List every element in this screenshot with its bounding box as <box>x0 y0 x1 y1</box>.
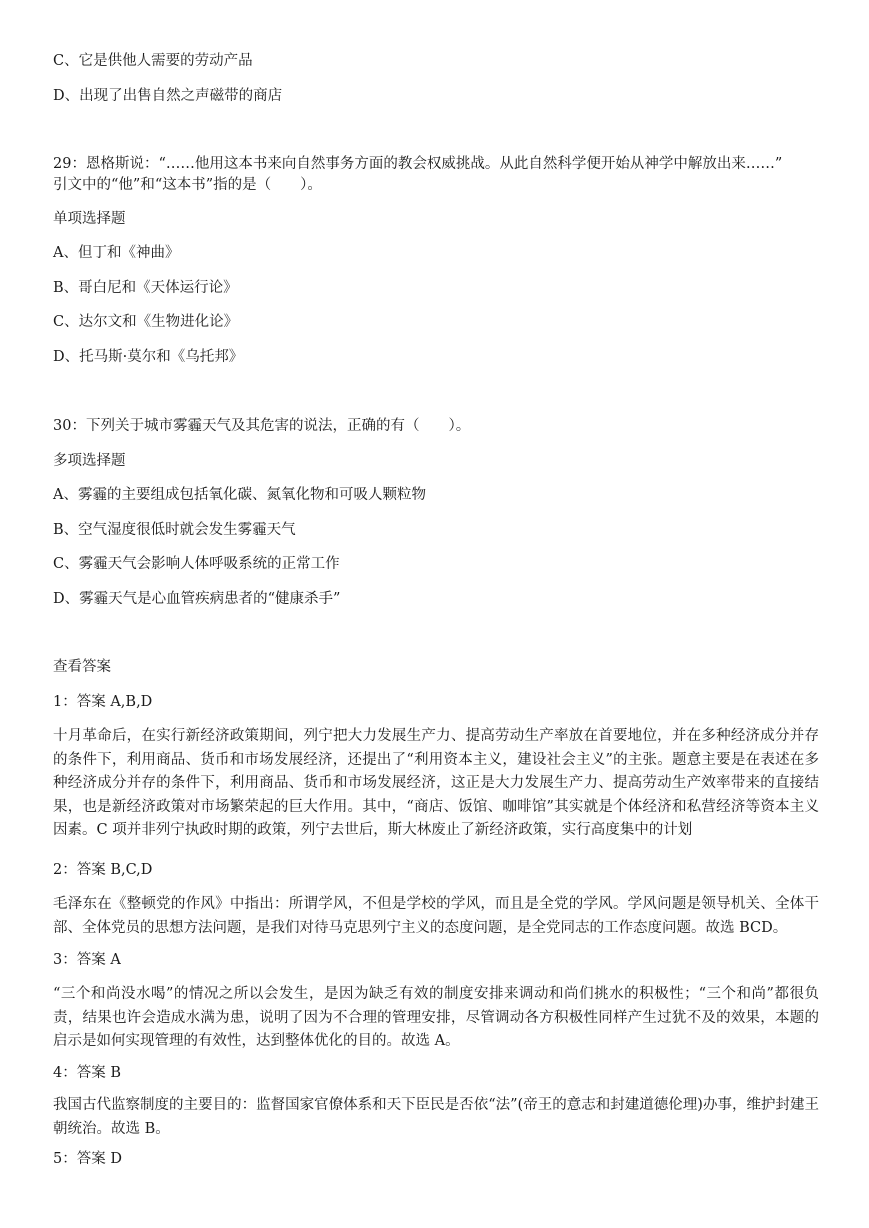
q30-option-d: D、雾霾天气是心血管疾病患者的“健康杀手” <box>53 591 341 607</box>
q29-option-d: D、托马斯·莫尔和《乌托邦》 <box>53 349 244 365</box>
answer-1-explanation: 十月革命后，在实行新经济政策期间，列宁把大力发展生产力、提高劳动生产率放在首要地位，并在多种经济成分并存的条件下，利用商品、货币和市场发展经济，还提出了“利用资本主义，建设社会主义”的主张。题意主要是在表述在多种经济成分并存的条件下，利用商品、货币和市场发展经济，这正是大力发展生产力、提高劳动生产效率带来的直接结果，也是新经济政策对市场繁荣起的巨大作用。其中，“商店、饭馆、咖啡馆”其实就是个体经济和私营经济等资本主义因素。C 项并非列宁执政时期的政策，列宁去世后，斯大林废止了新经济政策，实行高度集中的计划 <box>53 728 819 838</box>
q29-stem-line1: 29：恩格斯说：“……他用这本书来向自然事务方面的教会权威挑战。从此自然科学便开始从神学中解放出来……” <box>53 156 783 172</box>
answer-2-label: 2：答案 B,C,D <box>53 862 153 878</box>
answer-4-label: 4：答案 B <box>53 1065 121 1081</box>
answer-4-explanation: 我国古代监察制度的主要目的：监督国家官僚体系和天下臣民是否依“法”(帝王的意志和封建道德伦理)办事，维护封建王朝统治。故选 B。 <box>53 1097 819 1137</box>
q30-stem: 30：下列关于城市雾霾天气及其危害的说法，正确的有（ ）。 <box>53 418 471 434</box>
q30-option-c: C、雾霾天气会影响人体呼吸系统的正常工作 <box>53 556 340 572</box>
q28-option-c: C、它是供他人需要的劳动产品 <box>53 53 253 69</box>
q29-stem-line2: 引文中的“他”和“这本书”指的是（ ）。 <box>53 177 322 193</box>
q30-option-b: B、空气湿度很低时就会发生雾霾天气 <box>53 522 296 538</box>
answer-3-explanation: “三个和尚没水喝”的情况之所以会发生，是因为缺乏有效的制度安排来调动和尚们挑水的积极性；“三个和尚”都很负责，结果也许会造成水满为患，说明了因为不合理的管理安排，尽管调动各方积极性同样产生过犹不及的效果，本题的启示是如何实现管理的有效性，达到整体优化的目的。故选 A。 <box>53 986 819 1049</box>
answers-heading: 查看答案 <box>53 659 111 675</box>
q29-option-c: C、达尔文和《生物进化论》 <box>53 314 239 330</box>
q30-option-a: A、雾霾的主要组成包括氧化碳、氮氧化物和可吸人颗粒物 <box>53 487 426 503</box>
answer-5-label: 5：答案 D <box>53 1151 122 1167</box>
answer-1-label: 1：答案 A,B,D <box>53 694 153 710</box>
q28-option-d: D、出现了出售自然之声磁带的商店 <box>53 88 283 104</box>
answer-2-explanation: 毛泽东在《整顿党的作风》中指出：所谓学风，不但是学校的学风，而且是全党的学风。学风问题是领导机关、全体干部、全体党员的思想方法问题，是我们对待马克思列宁主义的态度问题，是全党同志的工作态度问题。故选 BCD。 <box>53 896 819 936</box>
answer-3-label: 3：答案 A <box>53 952 121 968</box>
q30-type: 多项选择题 <box>53 453 126 469</box>
q29-type: 单项选择题 <box>53 211 126 227</box>
q29-option-b: B、哥白尼和《天体运行论》 <box>53 280 238 296</box>
q29-option-a: A、但丁和《神曲》 <box>53 245 180 261</box>
